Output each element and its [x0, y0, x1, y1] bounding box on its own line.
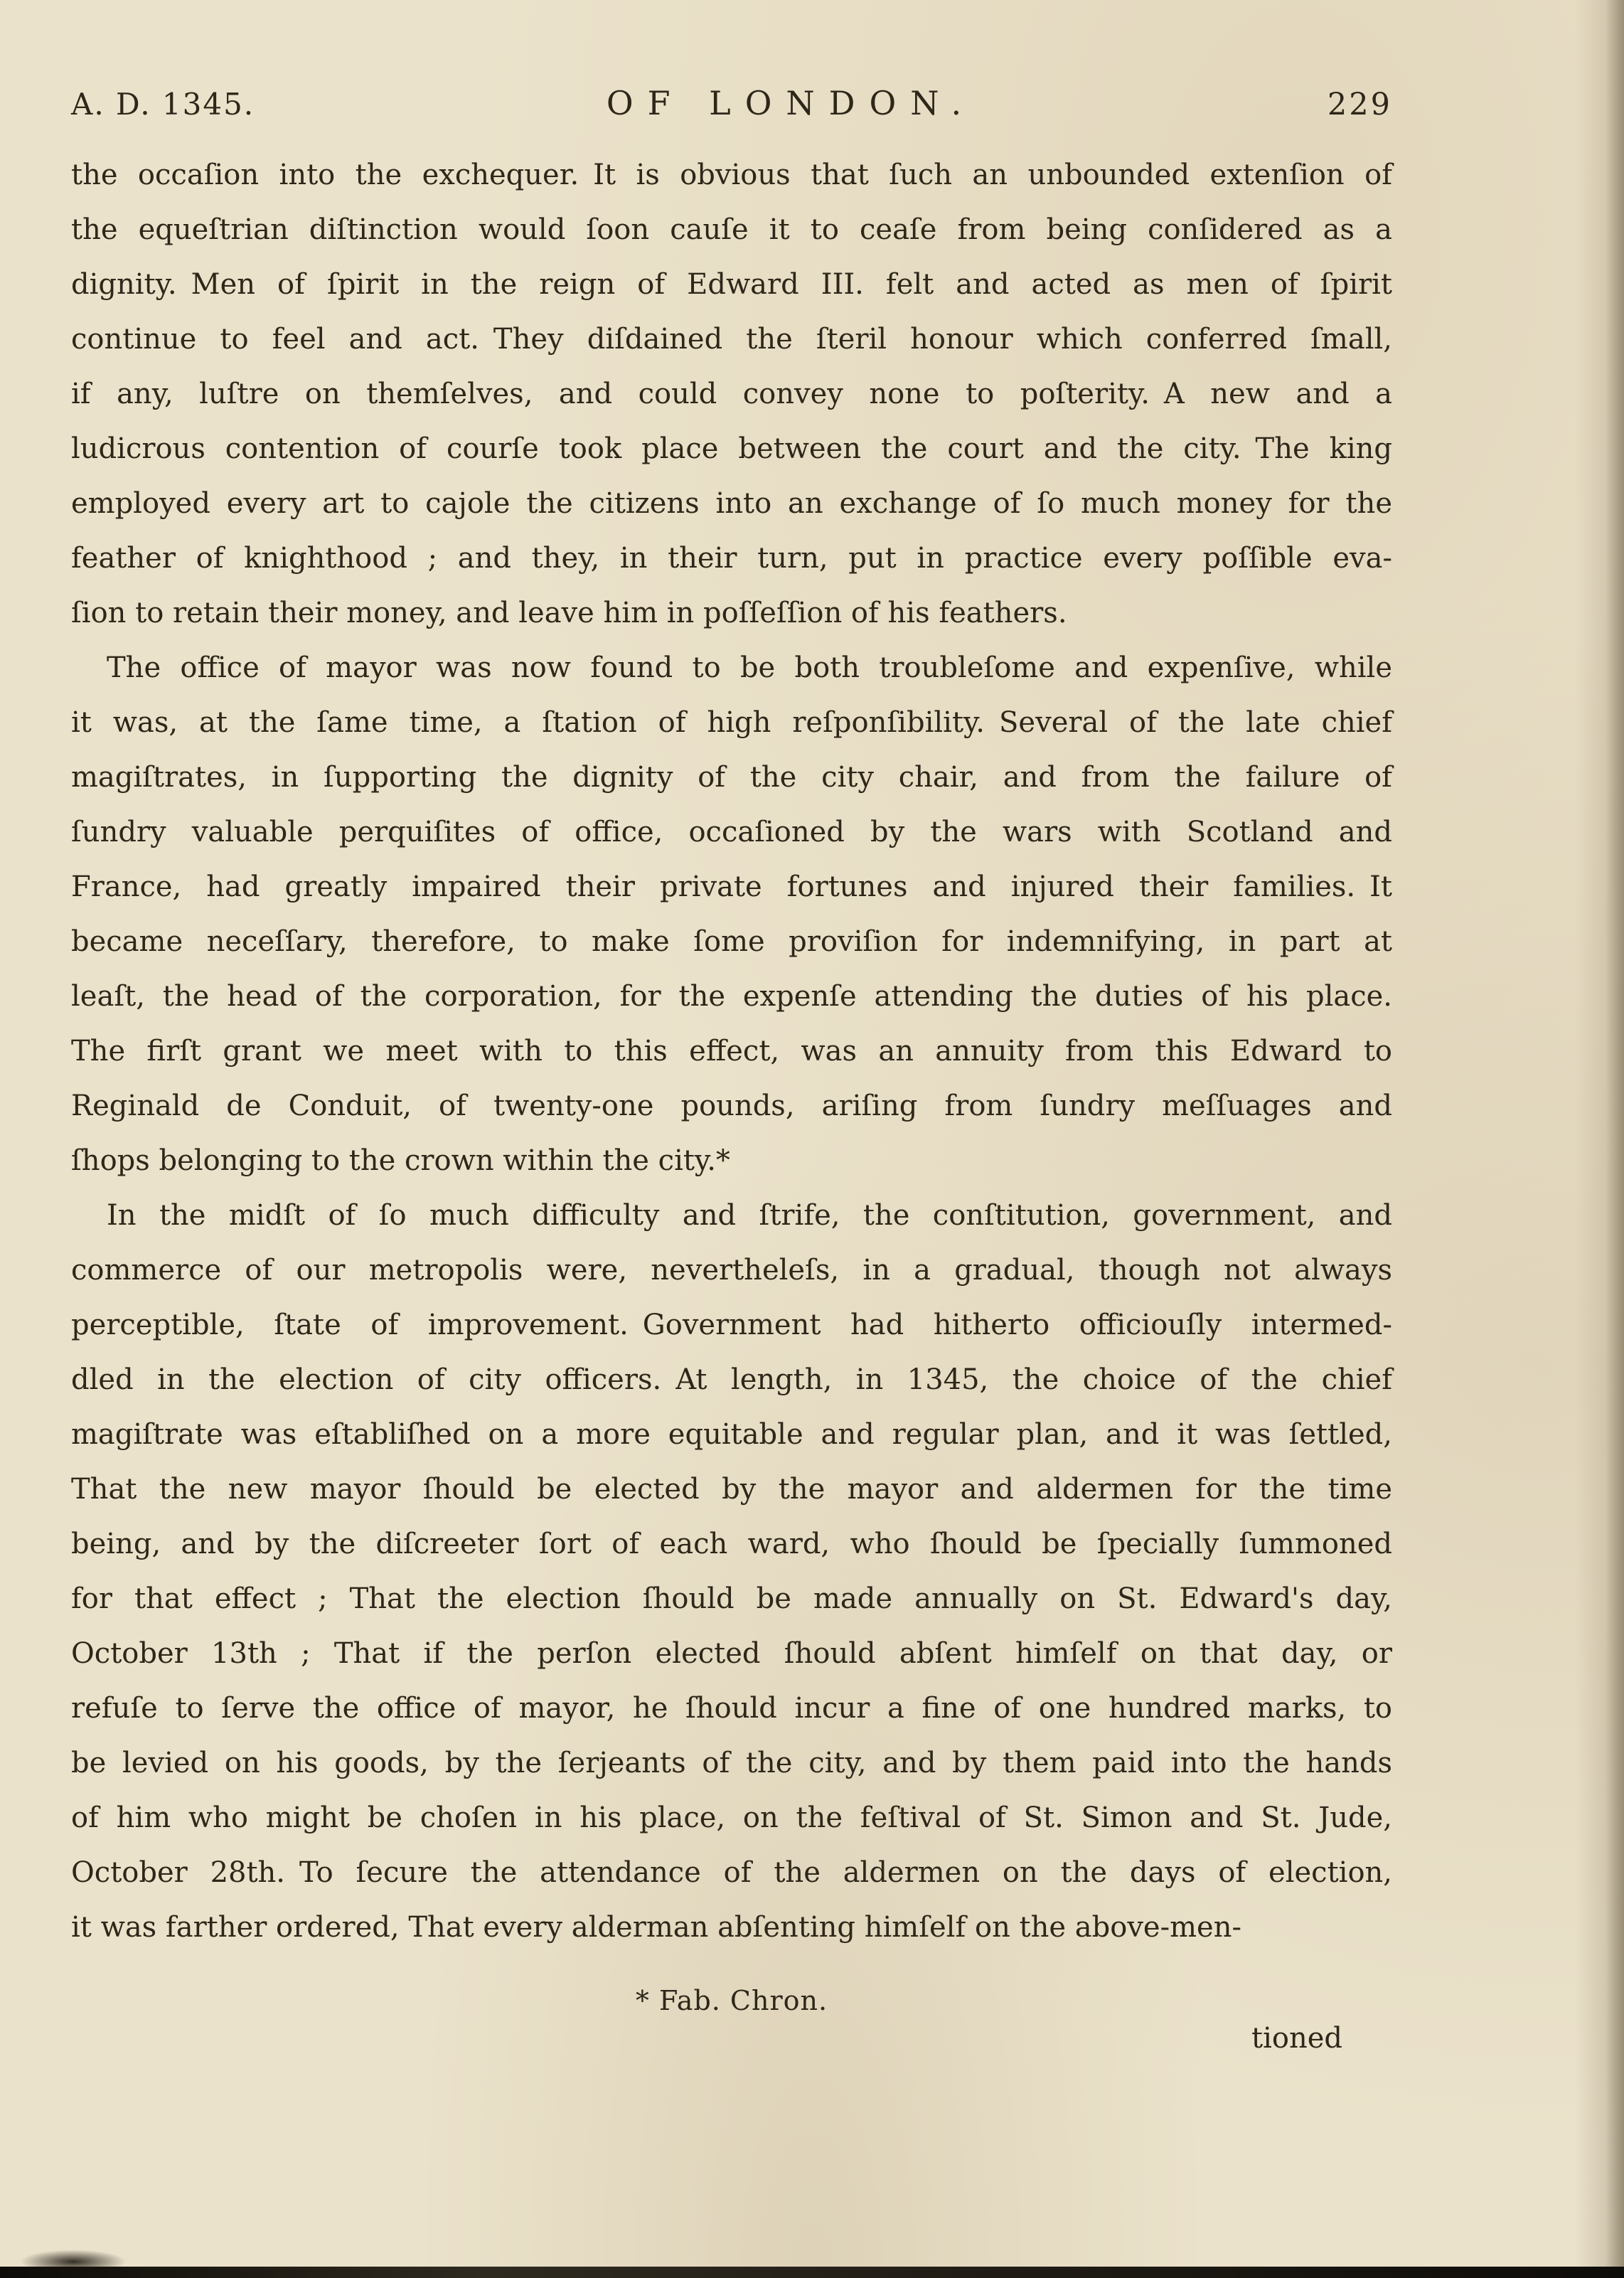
text-line: The office of mayor was now found to be both troubleſome and expenſive, while — [107, 651, 1392, 684]
text-line: In the midſt of ſo much difficulty and ſtrife, the conſtitution, government, and — [107, 1199, 1392, 1232]
text-line: for that effect ; That the election ſhould be made annually on St. Edward's day, — [71, 1582, 1392, 1615]
text-line: Reginald de Conduit, of twenty-one pounds, ariſing from ſundry meſſuages and — [71, 1090, 1392, 1122]
scan-edge-bottom — [0, 2267, 1624, 2278]
text-line: magiſtrates, in ſupporting the dignity of the city chair, and from the failure of — [71, 761, 1392, 794]
text-line: leaſt, the head of the corporation, for the expenſe attending the duties of his place. — [71, 980, 1392, 1013]
text-line: be levied on his goods, by the ſerjeants of the city, and by them paid into the hands — [71, 1747, 1392, 1779]
header-date: A. D. 1345. — [71, 87, 255, 122]
text-line: ludicrous contention of courſe took place between the court and the city. The king — [71, 432, 1392, 465]
body-text — [71, 148, 1392, 1955]
text-line: the equeſtrian diſtinction would ſoon cauſe it to ceaſe from being conſidered as a — [71, 213, 1392, 246]
text-line: refuſe to ſerve the office of mayor, he ſhould incur a fine of one hundred marks, to — [71, 1692, 1392, 1725]
paragraph — [71, 148, 1392, 641]
scan-blotch — [20, 2250, 127, 2274]
paragraph — [71, 1188, 1392, 1955]
text-line: employed every art to cajole the citizens into an exchange of ſo much money for the — [71, 487, 1392, 520]
text-line: The firſt grant we meet with to this effect, was an annuity from this Edward to — [71, 1035, 1392, 1068]
footnote: * Fab. Chron. — [635, 1985, 828, 2016]
scan-edge-shadow — [1606, 0, 1624, 2278]
text-line: the occaſion into the exchequer. It is obvious that ſuch an unbounded extenſion of — [71, 159, 1392, 191]
text-line: commerce of our metropolis were, nevertheleſs, in a gradual, though not always — [71, 1254, 1392, 1287]
text-line: ſhops belonging to the crown within the city.* — [71, 1144, 730, 1177]
text-line: ſion to retain their money, and leave him in poſſeſſion of his feathers. — [71, 597, 1067, 629]
text-line: That the new mayor ſhould be elected by the mayor and aldermen for the time — [71, 1473, 1392, 1506]
text-line: if any, luſtre on themſelves, and could convey none to poſterity. A new and a — [71, 378, 1392, 410]
text-line: dled in the election of city officers. At length, in 1345, the choice of the chief — [71, 1363, 1392, 1396]
text-line: perceptible, ſtate of improvement. Government had hitherto officiouſly intermed- — [71, 1309, 1392, 1341]
page-number: 229 — [1327, 87, 1392, 122]
text-line: October 13th ; That if the perſon elected ſhould abſent himſelf on that day, or — [71, 1637, 1392, 1670]
header-title: OF LONDON. — [606, 84, 976, 122]
text-line: dignity. Men of ſpirit in the reign of Edward III. felt and acted as men of ſpirit — [71, 268, 1392, 301]
paragraph — [71, 641, 1392, 1188]
text-line: it was, at the ſame time, a ſtation of high reſponſibility. Several of the late chief — [71, 706, 1392, 739]
text-line: October 28th. To ſecure the attendance of the aldermen on the days of election, — [71, 1856, 1392, 1889]
running-head — [71, 84, 1392, 122]
text-line: magiſtrate was eſtabliſhed on a more equitable and regular plan, and it was ſettled, — [71, 1418, 1392, 1451]
text-line: became neceſſary, therefore, to make ſome proviſion for indemnifying, in part at — [71, 925, 1392, 958]
text-line: France, had greatly impaired their private fortunes and injured their families. It — [71, 871, 1392, 903]
text-line: of him who might be choſen in his place, on the feſtival of St. Simon and St. Jude, — [71, 1801, 1392, 1834]
catchword: tioned — [1251, 2022, 1342, 2055]
text-line: ſundry valuable perquiſites of office, occaſioned by the wars with Scotland and — [71, 816, 1392, 848]
text-line: continue to feel and act. They diſdained the ſteril honour which conferred ſmall, — [71, 323, 1392, 356]
text-line: feather of knighthood ; and they, in their turn, put in practice every poſſible eva- — [71, 542, 1392, 575]
text-line: it was farther ordered, That every alderman abſenting himſelf on the above-men- — [71, 1911, 1241, 1944]
text-line: being, and by the diſcreeter ſort of each ward, who ſhould be ſpecially ſummoned — [71, 1528, 1392, 1560]
text-column — [71, 0, 1392, 2055]
